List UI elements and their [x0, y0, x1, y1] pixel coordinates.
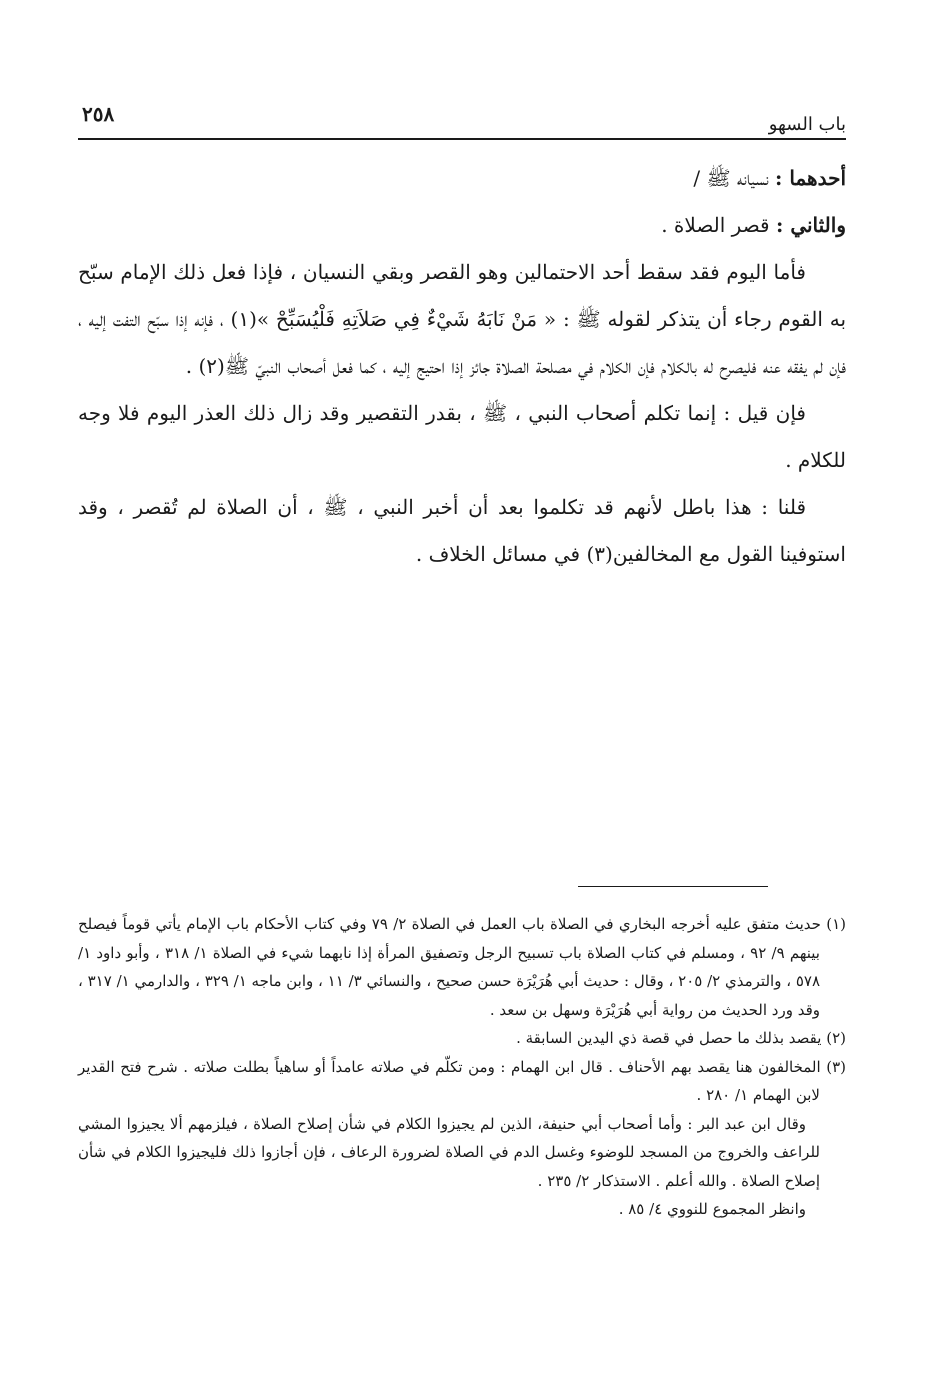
- running-title: باب السهو: [768, 114, 846, 135]
- line-first-rest: نسيانه ﷺ /: [693, 166, 776, 190]
- line-second: [78, 202, 846, 249]
- page-header: [78, 98, 846, 135]
- line-second-rest: قصر الصلاة .: [661, 213, 776, 237]
- line-second-lead: والثاني :: [775, 213, 846, 237]
- paragraph-2: فإن قيل : إنما تكلم أصحاب النبي ، ﷺ ، بقدر التقصير وقد زال ذلك العذر اليوم فلا وجه للكلام .: [78, 401, 846, 472]
- paragraph-1: فأما اليوم فقد سقط أحد الاحتمالين وهو القصر وبقي النسيان ، فإذا فعل ذلك الإمام سبّح به القوم رجاء أن يتذكر لقوله ﷺ : « مَنْ نَابَهُ شَيْءٌ فِي صَلاَتِهِ فَلْيُسَبِّحْ »(١) ، فإنه إذا سبّح التفت إليه ، فإن لم يفقه عنه فليصرح له بالكلام فإن الكلام في مصلحة الصلاة جائز إذا احتيج إليه ، كما فعل أصحاب النبيّ ﷺ(٢) .: [78, 260, 847, 378]
- footnote-separator: [578, 886, 768, 887]
- page-number: ٢٥٨: [82, 102, 115, 126]
- footnote-2: (٢) يقصد بذلك ما حصل في قصة ذي اليدين السابقة .: [516, 1029, 846, 1047]
- line-first-lead: أحدهما :: [775, 166, 846, 190]
- footnote-3-continuation: وقال ابن عبد البر : وأما أصحاب أبي حنيفة، الذين لم يجيزوا الكلام في شأن إصلاح الصلاة ، فيلزمهم ألا يجيزوا المشي للراعف والخروج من المسجد للوضوء وغسل الدم في الصلاة لضرورة الرعاف ، فإن أجازوا ذلك فليجيزوا الكلام في شأن إصلاح الصلاة . والله أعلم . الاستذكار ٢/ ٢٣٥ .: [78, 1114, 820, 1190]
- footnote-3: (٣) المخالفون هنا يقصد بهم الأحناف . قال ابن الهمام : ومن تكلّم في صلاته عامداً أو ساهياً بطلت صلاته . شرح فتح القدير لابن الهمام ١/ ٢٨٠ .: [78, 1057, 846, 1104]
- footnotes: [78, 910, 846, 1224]
- main-text: [78, 155, 846, 578]
- line-first: [78, 155, 846, 202]
- paragraph-3: قلنا : هذا باطل لأنهم قد تكلموا بعد أن أخبر النبي ، ﷺ ، أن الصلاة لم تُقصر ، وقد استوفينا القول مع المخالفين(٣) في مسائل الخلاف .: [78, 495, 846, 566]
- footnote-1: (١) حديث متفق عليه أخرجه البخاري في الصلاة باب العمل في الصلاة ٢/ ٧٩ وفي كتاب الأحكام باب الإمام يأتي قوماً فيصلح بينهم ٩/ ٩٢ ، ومسلم في كتاب الصلاة باب تسبيح الرجل وتصفيق المرأة إذا نابهما شيء في الصلاة ١/ ٣١٨ ، وأبو داود ١/ ٥٧٨ ، والترمذي ٢/ ٢٠٥ ، وقال : حديث أبي هُرَيْرَة حسن صحيح ، والنسائي ٣/ ١١ ، وابن ماجه ١/ ٣٢٩ ، والدارمي ١/ ٣١٧ ، وقد ورد الحديث من رواية أبي هُرَيْرَة وسهل بن سعد .: [78, 915, 846, 1019]
- header-rule: [78, 138, 846, 140]
- footnote-3-reference: وانظر المجموع للنووي ٤/ ٨٥ .: [618, 1200, 806, 1218]
